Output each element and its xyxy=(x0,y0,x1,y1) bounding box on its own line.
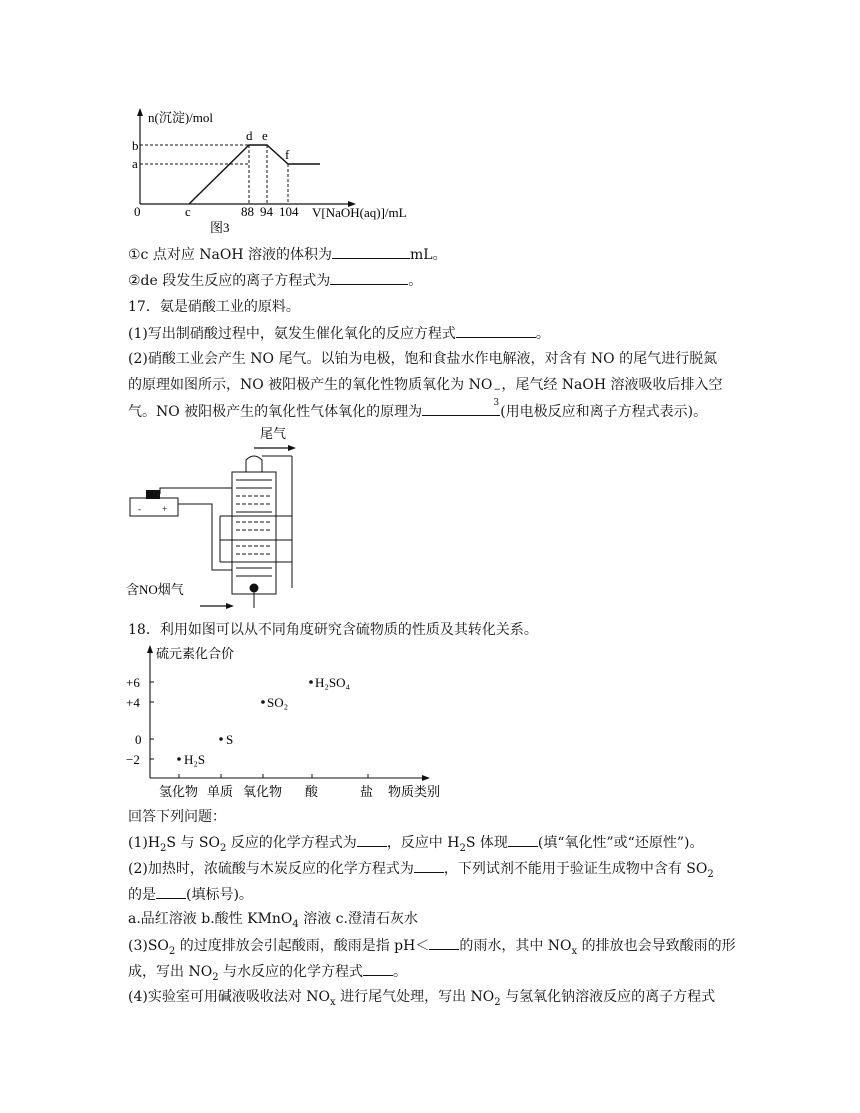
answer-blank[interactable] xyxy=(357,832,387,847)
point-label-so2: SO₂ xyxy=(267,695,289,710)
point-s xyxy=(219,737,223,741)
q18-sub-3: $(3)SO_2$ 的过度排放会引起酸雨，酸雨是指 pH＜ 的雨水，其中 $NO_x$ 的排放也会导致酸雨的形 xyxy=(128,935,736,962)
point-label-h2s: H₂S xyxy=(184,752,206,767)
chart-x-arrow xyxy=(422,775,430,781)
electrolysis-apparatus-figure xyxy=(124,422,314,614)
answer-blank[interactable] xyxy=(332,244,410,259)
chart-ylabel: 硫元素化合价 xyxy=(156,646,235,661)
wire-negative xyxy=(160,472,242,494)
fig3-label-f: f xyxy=(285,147,290,162)
q18-answer-intro: 回答下列问题： xyxy=(128,809,226,825)
answer-blank[interactable] xyxy=(508,832,538,847)
fig3-label-a: a xyxy=(132,156,138,171)
fig3-tick-104: 104 xyxy=(279,204,299,219)
fig3-caption: 图3 xyxy=(210,220,230,234)
q18-title: 18．利用如图可以从不同角度研究含硫物质的性质及其转化关系。 xyxy=(128,622,538,638)
answer-blank[interactable] xyxy=(414,858,444,873)
outlet-pipe xyxy=(246,456,262,472)
answer-blank[interactable] xyxy=(456,323,536,338)
answer-blank[interactable] xyxy=(330,270,408,285)
point-h2so4 xyxy=(309,680,313,684)
q16-line-1: ①c 点对应 NaOH 溶液的体积为 mL。 xyxy=(128,244,447,265)
fig3-tick-94: 94 xyxy=(260,204,273,219)
chart-xlabel: 物质类别 xyxy=(388,784,441,799)
inlet-arrowhead xyxy=(226,603,234,609)
power-terminal xyxy=(146,490,160,499)
fig3-label-b: b xyxy=(132,138,139,153)
q18-sub-2-cont: 的是 (填标号)。 xyxy=(128,884,253,905)
point-label-h2so4: H₂SO₄ xyxy=(315,675,351,690)
fig3-xlabel: V[NaOH(aq)]/mL xyxy=(312,205,407,220)
q17-part-2b: 的原理如图所示，NO 被阳极产生的氧化性物质氧化为 NO − 3 ，尾气经 NaOH 溶液吸收后排入空 xyxy=(128,377,723,408)
q18-options: a.品红溶液 b.酸性 KMnO$_4$ 溶液 c.澄清石灰水 xyxy=(128,911,418,930)
tail-gas-label: 尾气 xyxy=(260,426,287,441)
answer-blank[interactable] xyxy=(156,884,186,899)
tail-gas-arrowhead xyxy=(288,445,296,451)
power-plus: + xyxy=(162,504,168,514)
q18-sub-3-cont: 成，写出 $NO_2$ 与水反应的化学方程式 。 xyxy=(128,961,407,988)
q17-title: 17．氨是硝酸工业的原料。 xyxy=(128,299,300,315)
fig3-label-c: c xyxy=(185,204,191,219)
q18-sub-1: $(1)H_2S$ 与 $SO_2$ 反应的化学方程式为 ，反应中 $H_2S$ 体现 (填“氧化性”或“还原性”)。 xyxy=(128,832,703,859)
q18-sub-2: (2)加热时，浓硫酸与木炭反应的化学方程式为 ，下列试剂不能用于验证生成物中含有 $SO_2$ xyxy=(128,858,714,885)
fig3-origin: 0 xyxy=(134,204,141,219)
y-axis-arrow xyxy=(137,108,143,116)
power-minus: - xyxy=(138,504,141,514)
figure-3-graph xyxy=(128,106,428,234)
ytick-label: 0 xyxy=(135,732,142,747)
ytick-label: +4 xyxy=(126,695,140,710)
point-so2 xyxy=(261,700,265,704)
inlet-gas-label: 含NO烟气 xyxy=(126,582,184,597)
xcat-label: 氢化物 xyxy=(159,784,199,799)
fig3-ylabel: n(沉淀)/mol xyxy=(148,110,213,125)
answer-blank[interactable] xyxy=(422,401,500,416)
ytick-label: −2 xyxy=(126,752,140,767)
sulfur-valence-chart xyxy=(124,642,454,802)
point-h2s xyxy=(177,757,181,761)
q17-part-2c: 气。NO 被阳极产生的氧化性气体氧化的原理为 (用电极反应和离子方程式表示)。 xyxy=(128,401,707,422)
xcat-label: 单质 xyxy=(207,784,234,799)
q17-part-1: (1)写出制硝酸过程中，氨发生催化氧化的反应方程式 。 xyxy=(128,323,550,344)
point-label-s: S xyxy=(226,732,234,747)
gas-inlet-ball xyxy=(250,584,259,593)
q16-line-2: ②de 段发生反应的离子方程式为 。 xyxy=(128,270,422,291)
fig3-tick-88: 88 xyxy=(241,204,254,219)
answer-blank[interactable] xyxy=(363,961,393,976)
xcat-label: 盐 xyxy=(360,784,374,799)
wire-positive xyxy=(178,504,232,570)
chart-y-arrow xyxy=(147,645,153,653)
xcat-label: 氧化物 xyxy=(243,784,283,799)
q17-part-2a: (2)硝酸工业会产生 NO 尾气。以铂为电极，饱和食盐水作电解液，对含有 NO 的尾气进行脱氮 xyxy=(128,351,718,367)
fig3-label-e: e xyxy=(262,128,268,143)
ytick-label: +6 xyxy=(126,675,140,690)
fig3-label-d: d xyxy=(246,128,253,143)
answer-blank[interactable] xyxy=(429,935,459,950)
precipitate-curve xyxy=(189,145,320,204)
q18-sub-4: (4)实验室可用碱液吸收法对 $NO_x$ 进行尾气处理，写出 $NO_2$ 与氢氧化钠溶液反应的离子方程式 xyxy=(128,989,716,1008)
xcat-label: 酸 xyxy=(305,784,319,799)
